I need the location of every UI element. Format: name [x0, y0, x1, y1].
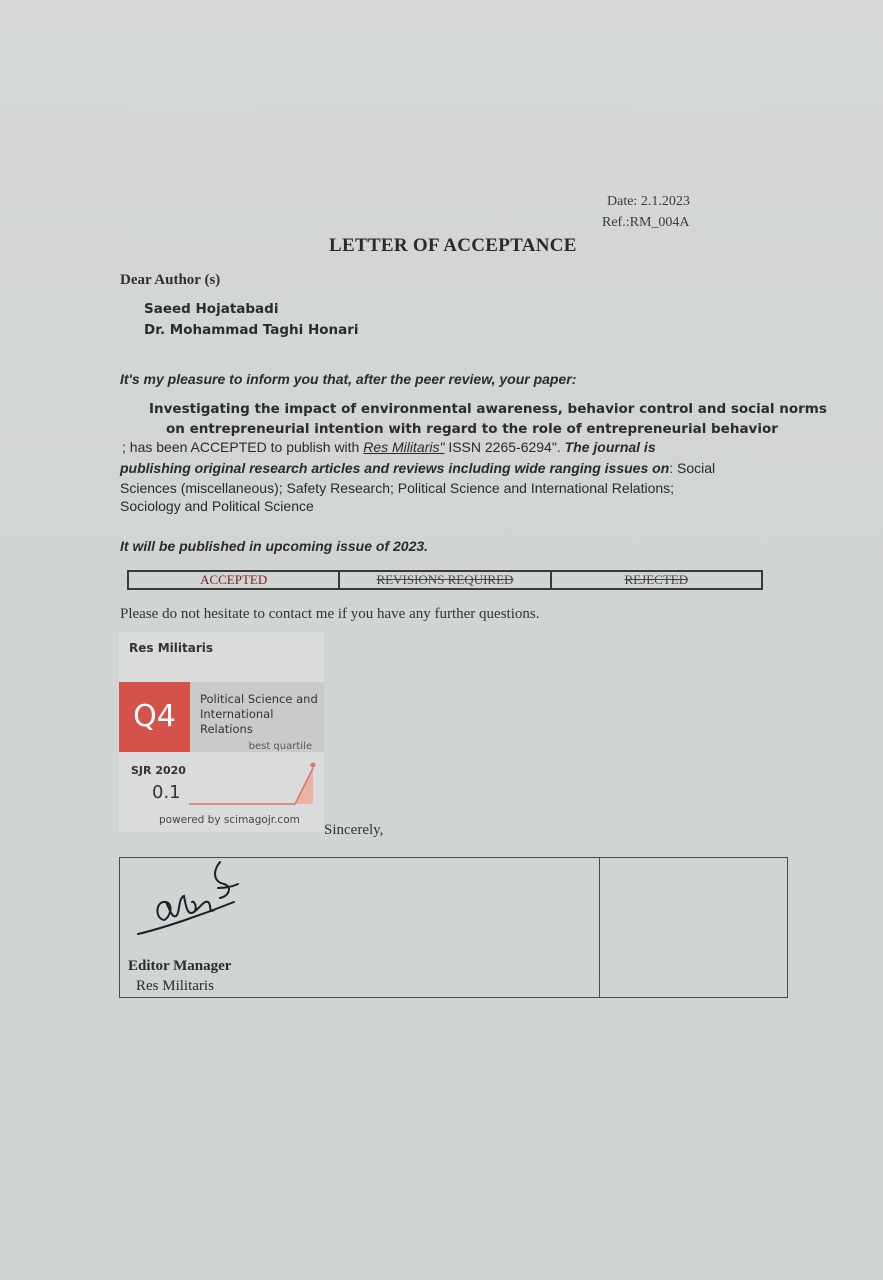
letter-date: Date: 2.1.2023 — [607, 194, 690, 209]
closing: Sincerely, — [324, 822, 384, 838]
sjr-widget — [119, 632, 324, 832]
sjr-category-box — [190, 682, 324, 752]
acceptance-text: ; has been ACCEPTED to publish with — [122, 439, 364, 455]
author-name: Saeed Hojatabadi — [144, 301, 279, 317]
status-rejected: REJECTED — [624, 572, 689, 587]
status-accepted: ACCEPTED — [129, 572, 340, 588]
letter-reference: Ref.:RM_004A — [602, 215, 690, 230]
sjr-value: 0.1 — [152, 782, 181, 803]
sjr-category: Political Science and International Relations — [200, 692, 318, 736]
journal-name-link: Res Militaris" — [363, 439, 445, 455]
intro-text: It's my pleasure to inform you that, after the peer review, your paper: — [120, 371, 577, 387]
acceptance-statement — [122, 439, 656, 455]
journal-scope-line: Sociology and Political Science — [120, 498, 314, 514]
signature-image — [134, 858, 244, 943]
signature-table — [119, 857, 788, 998]
paper-title-line: Investigating the impact of environmental awareness, behavior control and social norms — [149, 401, 827, 417]
sjr-best-quartile-label: best quartile — [248, 741, 312, 752]
publication-note: It will be published in upcoming issue of 2023. — [120, 538, 429, 554]
scope-text: : Social — [669, 460, 716, 476]
paper-title-line: on entrepreneurial intention with regard to the role of entrepreneurial behavior — [166, 421, 778, 437]
journal-description: The journal is — [564, 439, 656, 455]
sjr-trend-graphic — [187, 758, 317, 808]
greeting: Dear Author (s) — [120, 272, 221, 288]
journal-description: publishing original research articles and reviews including wide ranging issues on — [120, 460, 670, 476]
journal-scope-line — [120, 460, 715, 476]
table-divider — [599, 858, 600, 997]
journal-scope-line: Sciences (miscellaneous); Safety Research; Political Science and International Relations; — [120, 480, 675, 496]
status-revisions-required: REVISIONS REQUIRED — [340, 572, 551, 588]
status-table — [127, 570, 763, 590]
author-name: Dr. Mohammad Taghi Honari — [144, 322, 359, 338]
letter-title: LETTER OF ACCEPTANCE — [329, 235, 577, 256]
sjr-powered-by: powered by scimagojr.com — [159, 814, 300, 826]
issn-text: ISSN 2265-6294". — [444, 439, 565, 455]
signatory-journal: Res Militaris — [136, 978, 214, 994]
signatory-role: Editor Manager — [128, 958, 232, 974]
contact-note: Please do not hesitate to contact me if you have any further questions. — [120, 606, 540, 622]
sjr-quartile-badge: Q4 — [119, 682, 190, 752]
sjr-year-label: SJR 2020 — [131, 764, 186, 777]
sjr-journal-name: Res Militaris — [129, 641, 213, 655]
